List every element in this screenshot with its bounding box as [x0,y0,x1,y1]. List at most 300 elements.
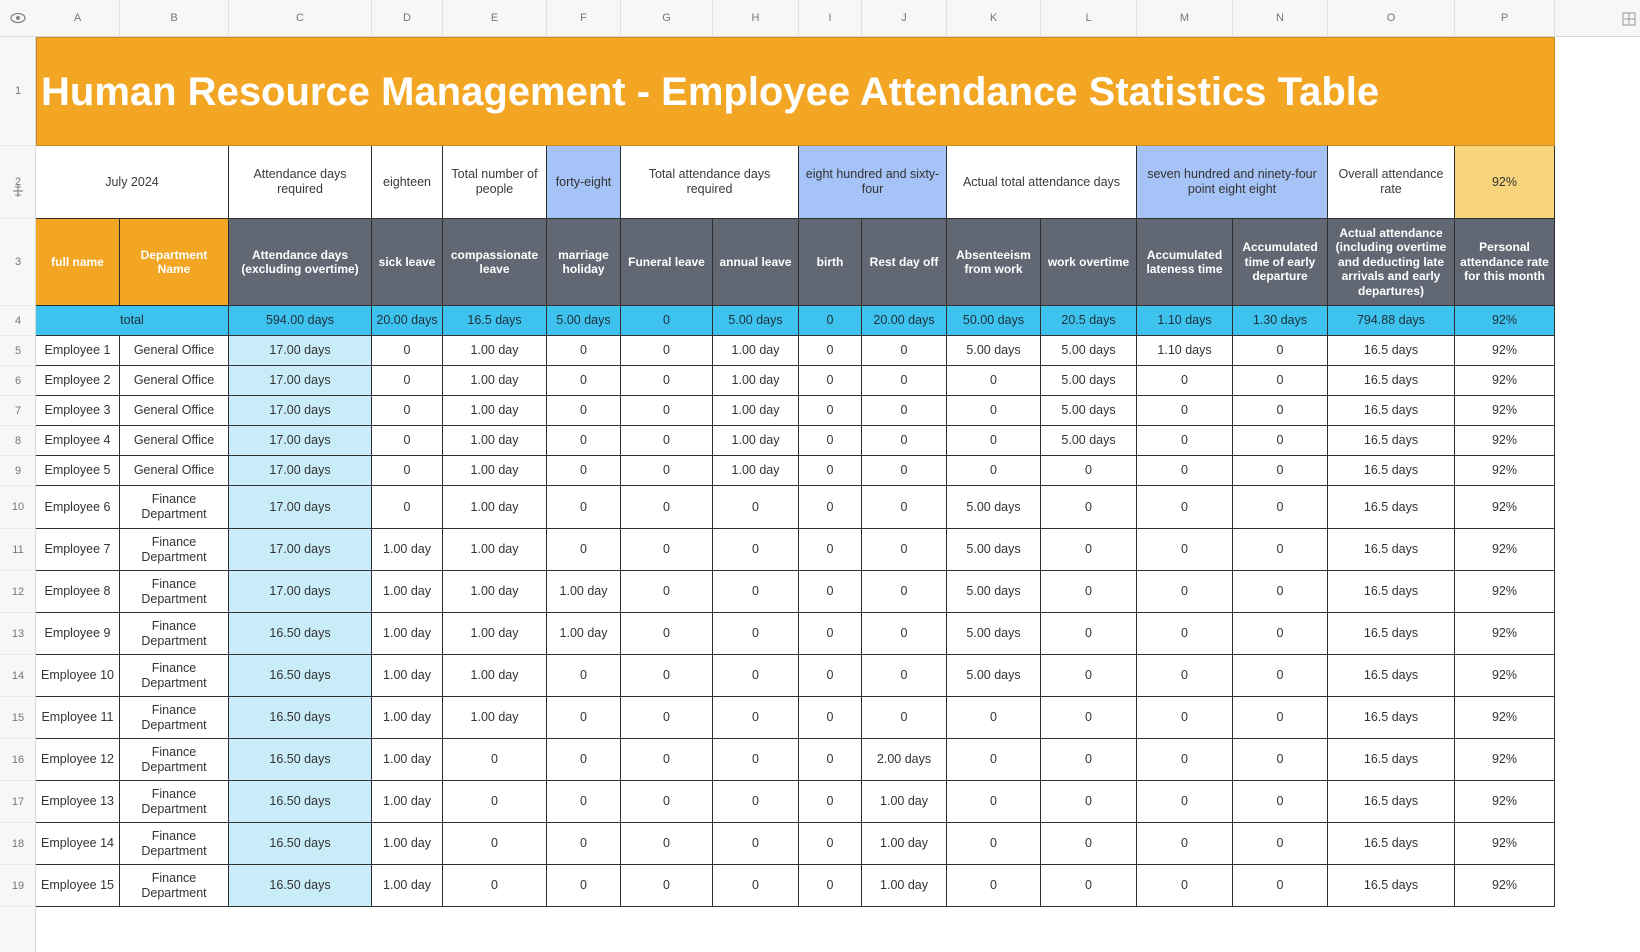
total-cell[interactable]: 1.30 days [1233,306,1328,336]
table-cell[interactable]: 0 [1137,697,1233,739]
table-cell[interactable]: 0 [799,396,862,426]
table-cell[interactable]: 0 [862,426,947,456]
table-cell[interactable]: 0 [947,366,1041,396]
table-cell[interactable]: 5.00 days [947,571,1041,613]
table-cell[interactable]: 0 [547,781,621,823]
table-cell[interactable]: Employee 5 [36,456,120,486]
table-cell[interactable]: 0 [1041,529,1137,571]
table-cell[interactable]: Employee 12 [36,739,120,781]
table-cell[interactable]: 0 [799,426,862,456]
table-cell[interactable]: 16.50 days [229,697,372,739]
table-cell[interactable]: 0 [1137,426,1233,456]
table-cell[interactable]: General Office [120,456,229,486]
table-cell[interactable]: 0 [947,396,1041,426]
table-cell[interactable]: 0 [1137,865,1233,907]
table-cell[interactable]: 0 [947,739,1041,781]
table-cell[interactable]: Finance Department [120,613,229,655]
table-cell[interactable]: 0 [799,865,862,907]
table-cell[interactable]: 92% [1455,865,1555,907]
table-cell[interactable]: Employee 14 [36,823,120,865]
table-cell[interactable]: 1.00 day [443,396,547,426]
column-heading[interactable]: full name [36,219,120,306]
table-cell[interactable]: 92% [1455,336,1555,366]
table-cell[interactable]: 16.5 days [1328,396,1455,426]
table-cell[interactable]: 0 [713,529,799,571]
summary-total-people-label[interactable]: Total number of people [443,146,547,219]
table-cell[interactable]: 16.50 days [229,613,372,655]
column-heading[interactable]: Attendance days (excluding overtime) [229,219,372,306]
table-cell[interactable]: 1.00 day [372,529,443,571]
column-heading[interactable]: sick leave [372,219,443,306]
table-cell[interactable]: 16.50 days [229,865,372,907]
table-cell[interactable]: Employee 9 [36,613,120,655]
table-cell[interactable]: 0 [713,613,799,655]
table-cell[interactable]: 17.00 days [229,529,372,571]
table-cell[interactable]: 5.00 days [947,655,1041,697]
table-cell[interactable]: 5.00 days [947,486,1041,529]
table-cell[interactable]: Finance Department [120,486,229,529]
row-header-7[interactable]: 7 [0,396,36,426]
total-cell[interactable]: 5.00 days [713,306,799,336]
table-cell[interactable]: Finance Department [120,739,229,781]
table-cell[interactable]: 17.00 days [229,486,372,529]
table-cell[interactable]: 1.00 day [372,697,443,739]
total-cell[interactable]: 0 [621,306,713,336]
table-cell[interactable]: 16.5 days [1328,426,1455,456]
table-cell[interactable]: General Office [120,366,229,396]
table-cell[interactable]: 0 [372,426,443,456]
table-cell[interactable]: 0 [1233,366,1328,396]
table-cell[interactable]: 0 [372,396,443,426]
table-cell[interactable]: 1.00 day [862,823,947,865]
table-cell[interactable]: 0 [1137,486,1233,529]
row-header-2[interactable]: 2 [0,146,36,219]
table-cell[interactable]: 1.00 day [443,529,547,571]
table-cell[interactable]: 0 [443,865,547,907]
table-cell[interactable]: 92% [1455,486,1555,529]
table-cell[interactable]: 5.00 days [1041,366,1137,396]
table-cell[interactable]: 0 [372,456,443,486]
table-cell[interactable]: 92% [1455,571,1555,613]
table-cell[interactable]: 0 [1137,456,1233,486]
table-cell[interactable]: 16.5 days [1328,486,1455,529]
table-cell[interactable]: 0 [713,571,799,613]
table-cell[interactable]: 0 [713,486,799,529]
table-cell[interactable]: Finance Department [120,655,229,697]
table-cell[interactable]: 92% [1455,739,1555,781]
column-heading[interactable]: Accumulated time of early departure [1233,219,1328,306]
table-cell[interactable]: 0 [947,697,1041,739]
column-heading[interactable]: Department Name [120,219,229,306]
row-header-1[interactable]: 1 [0,37,36,146]
freeze-pane-icon[interactable] [1622,12,1636,26]
row-header-15[interactable]: 15 [0,697,36,739]
table-cell[interactable]: 1.00 day [372,781,443,823]
total-cell[interactable]: 20.00 days [862,306,947,336]
table-cell[interactable]: 0 [372,366,443,396]
summary-days-required-value[interactable]: eighteen [372,146,443,219]
table-cell[interactable]: 16.5 days [1328,781,1455,823]
column-header-f[interactable]: F [547,0,621,37]
table-cell[interactable]: 0 [621,456,713,486]
total-cell[interactable]: 20.5 days [1041,306,1137,336]
column-header-c[interactable]: C [229,0,372,37]
table-cell[interactable]: 1.00 day [443,613,547,655]
table-cell[interactable]: 5.00 days [947,336,1041,366]
total-cell[interactable]: 1.10 days [1137,306,1233,336]
table-cell[interactable]: 92% [1455,366,1555,396]
table-cell[interactable]: General Office [120,426,229,456]
table-cell[interactable]: 16.5 days [1328,529,1455,571]
total-cell[interactable]: 92% [1455,306,1555,336]
row-header-18[interactable]: 18 [0,823,36,865]
column-heading[interactable]: work overtime [1041,219,1137,306]
table-cell[interactable]: 0 [799,366,862,396]
table-cell[interactable]: 0 [1137,823,1233,865]
table-cell[interactable]: 16.5 days [1328,571,1455,613]
table-cell[interactable]: 1.00 day [372,865,443,907]
table-cell[interactable]: 1.00 day [443,486,547,529]
table-cell[interactable]: 0 [713,697,799,739]
table-cell[interactable]: 0 [862,613,947,655]
table-cell[interactable]: 17.00 days [229,396,372,426]
table-cell[interactable]: 16.5 days [1328,456,1455,486]
total-cell[interactable]: 16.5 days [443,306,547,336]
column-header-o[interactable]: O [1328,0,1455,37]
table-cell[interactable]: 92% [1455,781,1555,823]
table-cell[interactable]: 92% [1455,655,1555,697]
column-header-l[interactable]: L [1041,0,1137,37]
table-cell[interactable]: 0 [862,456,947,486]
table-cell[interactable]: 0 [443,823,547,865]
summary-month[interactable]: July 2024 [36,146,229,219]
table-cell[interactable]: 0 [547,336,621,366]
table-cell[interactable]: 0 [621,426,713,456]
table-cell[interactable]: 0 [621,396,713,426]
table-cell[interactable]: Finance Department [120,571,229,613]
summary-actual-total-label[interactable]: Actual total attendance days [947,146,1137,219]
table-cell[interactable]: 1.00 day [713,396,799,426]
table-cell[interactable]: Employee 4 [36,426,120,456]
table-cell[interactable]: 1.00 day [443,366,547,396]
table-cell[interactable]: 1.00 day [443,571,547,613]
table-cell[interactable]: 17.00 days [229,456,372,486]
table-cell[interactable]: 1.00 day [443,456,547,486]
table-cell[interactable]: 0 [621,739,713,781]
table-cell[interactable]: 0 [1233,739,1328,781]
table-cell[interactable]: 1.00 day [713,336,799,366]
table-cell[interactable]: 0 [443,739,547,781]
table-cell[interactable]: 16.5 days [1328,613,1455,655]
table-cell[interactable]: 1.00 day [372,823,443,865]
summary-overall-rate-value[interactable]: 92% [1455,146,1555,219]
table-cell[interactable]: 0 [799,823,862,865]
row-header-9[interactable]: 9 [0,456,36,486]
table-cell[interactable]: 0 [1137,739,1233,781]
table-cell[interactable]: Employee 15 [36,865,120,907]
table-cell[interactable]: 0 [621,697,713,739]
table-cell[interactable]: 0 [799,571,862,613]
table-cell[interactable]: 1.00 day [443,697,547,739]
row-header-3[interactable]: 3 [0,219,36,306]
table-cell[interactable]: 16.50 days [229,781,372,823]
table-cell[interactable]: 0 [799,739,862,781]
table-cell[interactable]: 1.00 day [862,781,947,823]
table-cell[interactable]: 0 [547,739,621,781]
row-header-12[interactable]: 12 [0,571,36,613]
table-cell[interactable]: 0 [862,336,947,366]
column-header-b[interactable]: B [120,0,229,37]
table-cell[interactable]: 0 [799,336,862,366]
table-cell[interactable]: 1.00 day [372,655,443,697]
table-cell[interactable]: Employee 13 [36,781,120,823]
column-heading[interactable]: Actual attendance (including overtime and deducting late arrivals and early departures) [1328,219,1455,306]
table-cell[interactable]: 0 [547,486,621,529]
summary-total-required-value[interactable]: eight hundred and sixty-four [799,146,947,219]
table-cell[interactable]: 0 [621,571,713,613]
table-cell[interactable]: 92% [1455,529,1555,571]
row-header-14[interactable]: 14 [0,655,36,697]
table-cell[interactable]: 5.00 days [1041,396,1137,426]
table-cell[interactable]: 0 [621,865,713,907]
table-cell[interactable]: 0 [1233,655,1328,697]
table-cell[interactable]: 0 [621,823,713,865]
table-cell[interactable]: 0 [1041,781,1137,823]
table-cell[interactable]: 0 [1137,781,1233,823]
table-cell[interactable]: 0 [1137,655,1233,697]
table-cell[interactable]: 0 [1137,396,1233,426]
table-cell[interactable]: Finance Department [120,823,229,865]
table-cell[interactable]: 0 [713,823,799,865]
table-cell[interactable]: 16.5 days [1328,865,1455,907]
table-cell[interactable]: 16.5 days [1328,823,1455,865]
table-cell[interactable]: 1.00 day [372,613,443,655]
column-header-i[interactable]: I [799,0,862,37]
table-cell[interactable]: 0 [1041,739,1137,781]
table-cell[interactable]: 0 [947,456,1041,486]
table-cell[interactable]: 0 [443,781,547,823]
table-cell[interactable]: 92% [1455,396,1555,426]
table-cell[interactable]: Employee 7 [36,529,120,571]
table-cell[interactable]: Employee 1 [36,336,120,366]
table-cell[interactable]: 0 [1233,571,1328,613]
table-cell[interactable]: Finance Department [120,781,229,823]
column-heading[interactable]: compassionate leave [443,219,547,306]
total-cell[interactable]: 594.00 days [229,306,372,336]
table-cell[interactable]: 0 [799,655,862,697]
table-cell[interactable]: 0 [547,823,621,865]
table-cell[interactable]: 0 [713,739,799,781]
table-cell[interactable]: 16.5 days [1328,697,1455,739]
table-cell[interactable]: 0 [621,336,713,366]
table-cell[interactable]: 0 [621,486,713,529]
table-cell[interactable]: 92% [1455,823,1555,865]
table-cell[interactable]: 0 [1041,823,1137,865]
table-cell[interactable]: 0 [1233,396,1328,426]
table-cell[interactable]: 0 [1137,613,1233,655]
table-cell[interactable]: 2.00 days [862,739,947,781]
table-cell[interactable]: 0 [1233,697,1328,739]
column-heading[interactable]: Absenteeism from work [947,219,1041,306]
table-cell[interactable]: Employee 11 [36,697,120,739]
column-header-p[interactable]: P [1455,0,1555,37]
sheet-title[interactable]: Human Resource Management - Employee Attendance Statistics Table [36,37,1555,146]
eye-icon[interactable] [10,12,26,24]
table-cell[interactable]: General Office [120,396,229,426]
table-cell[interactable]: 0 [372,336,443,366]
row-header-13[interactable]: 13 [0,613,36,655]
column-header-d[interactable]: D [372,0,443,37]
table-cell[interactable]: 0 [1233,823,1328,865]
summary-total-people-value[interactable]: forty-eight [547,146,621,219]
table-cell[interactable]: 0 [862,396,947,426]
table-cell[interactable]: 0 [547,697,621,739]
table-cell[interactable]: 92% [1455,426,1555,456]
table-cell[interactable]: 0 [1137,529,1233,571]
table-cell[interactable]: 0 [621,781,713,823]
total-cell[interactable]: 0 [799,306,862,336]
table-cell[interactable]: 0 [547,529,621,571]
table-cell[interactable]: 1.00 day [713,426,799,456]
table-cell[interactable]: 0 [862,486,947,529]
column-header-k[interactable]: K [947,0,1041,37]
table-cell[interactable]: 1.00 day [547,571,621,613]
column-heading[interactable]: Rest day off [862,219,947,306]
table-cell[interactable]: 0 [713,655,799,697]
table-cell[interactable]: 92% [1455,697,1555,739]
table-cell[interactable]: 0 [1041,486,1137,529]
column-header-a[interactable]: A [36,0,120,37]
table-cell[interactable]: 1.00 day [443,336,547,366]
table-cell[interactable]: 0 [862,366,947,396]
table-cell[interactable]: 0 [621,529,713,571]
table-cell[interactable]: General Office [120,336,229,366]
table-cell[interactable]: 17.00 days [229,366,372,396]
table-cell[interactable]: 1.00 day [547,613,621,655]
table-cell[interactable]: 16.50 days [229,739,372,781]
table-cell[interactable]: 0 [1137,571,1233,613]
table-cell[interactable]: 0 [947,865,1041,907]
table-cell[interactable]: 92% [1455,613,1555,655]
table-cell[interactable]: 16.50 days [229,823,372,865]
table-cell[interactable]: 0 [1041,865,1137,907]
column-heading[interactable]: Funeral leave [621,219,713,306]
table-cell[interactable]: 0 [1233,456,1328,486]
row-header-16[interactable]: 16 [0,739,36,781]
column-header-g[interactable]: G [621,0,713,37]
table-cell[interactable]: 0 [862,571,947,613]
table-cell[interactable]: 0 [547,456,621,486]
summary-actual-total-value[interactable]: seven hundred and ninety-four point eight eight [1137,146,1328,219]
table-cell[interactable]: 0 [547,426,621,456]
row-header-11[interactable]: 11 [0,529,36,571]
table-cell[interactable]: 0 [1233,529,1328,571]
table-cell[interactable]: 0 [1233,613,1328,655]
table-cell[interactable]: Finance Department [120,529,229,571]
table-cell[interactable]: 0 [547,865,621,907]
table-cell[interactable]: 16.5 days [1328,739,1455,781]
column-heading[interactable]: annual leave [713,219,799,306]
table-cell[interactable]: 0 [947,426,1041,456]
table-cell[interactable]: 0 [799,697,862,739]
column-heading[interactable]: birth [799,219,862,306]
column-header-h[interactable]: H [713,0,799,37]
table-cell[interactable]: 1.00 day [862,865,947,907]
table-cell[interactable]: 0 [799,456,862,486]
row-header-19[interactable]: 19 [0,865,36,907]
table-cell[interactable]: Employee 2 [36,366,120,396]
table-cell[interactable]: 0 [1041,697,1137,739]
table-cell[interactable]: 0 [862,529,947,571]
total-cell[interactable]: 50.00 days [947,306,1041,336]
table-cell[interactable]: 0 [1233,865,1328,907]
table-cell[interactable]: 17.00 days [229,336,372,366]
column-header-j[interactable]: J [862,0,947,37]
table-cell[interactable]: 16.5 days [1328,366,1455,396]
table-cell[interactable]: 5.00 days [947,613,1041,655]
total-cell[interactable]: 5.00 days [547,306,621,336]
total-label[interactable]: total [36,306,229,336]
table-cell[interactable]: 0 [1233,781,1328,823]
table-cell[interactable]: 17.00 days [229,426,372,456]
row-header-10[interactable]: 10 [0,486,36,529]
table-cell[interactable]: 0 [1041,571,1137,613]
summary-overall-rate-label[interactable]: Overall attendance rate [1328,146,1455,219]
column-heading[interactable]: marriage holiday [547,219,621,306]
table-cell[interactable]: 1.00 day [713,366,799,396]
table-cell[interactable]: 1.00 day [713,456,799,486]
table-cell[interactable]: 0 [1137,366,1233,396]
table-cell[interactable]: 16.5 days [1328,655,1455,697]
row-header-5[interactable]: 5 [0,336,36,366]
table-cell[interactable]: 16.50 days [229,655,372,697]
row-header-4[interactable]: 4 [0,306,36,336]
row-header-17[interactable]: 17 [0,781,36,823]
table-cell[interactable]: 5.00 days [947,529,1041,571]
table-cell[interactable]: 0 [799,486,862,529]
table-cell[interactable]: 0 [621,613,713,655]
table-cell[interactable]: 0 [372,486,443,529]
table-cell[interactable]: 0 [547,366,621,396]
table-cell[interactable]: Employee 6 [36,486,120,529]
row-header-8[interactable]: 8 [0,426,36,456]
column-header-n[interactable]: N [1233,0,1328,37]
column-header-e[interactable]: E [443,0,547,37]
table-cell[interactable]: 0 [547,655,621,697]
table-cell[interactable]: 1.00 day [372,739,443,781]
table-cell[interactable]: 1.10 days [1137,336,1233,366]
table-cell[interactable]: Finance Department [120,865,229,907]
table-cell[interactable]: 0 [713,781,799,823]
table-cell[interactable]: 16.5 days [1328,336,1455,366]
column-heading[interactable]: Accumulated lateness time [1137,219,1233,306]
table-cell[interactable]: 0 [1041,655,1137,697]
summary-days-required-label[interactable]: Attendance days required [229,146,372,219]
table-cell[interactable]: 0 [547,396,621,426]
table-cell[interactable]: 0 [862,655,947,697]
table-cell[interactable]: 5.00 days [1041,336,1137,366]
table-cell[interactable]: 0 [799,529,862,571]
table-cell[interactable]: 0 [799,781,862,823]
table-cell[interactable]: 0 [621,366,713,396]
table-cell[interactable]: 0 [1233,486,1328,529]
table-cell[interactable]: Employee 10 [36,655,120,697]
table-cell[interactable]: 0 [713,865,799,907]
table-cell[interactable]: 0 [1041,456,1137,486]
table-cell[interactable]: 0 [1041,613,1137,655]
table-cell[interactable]: 0 [1233,426,1328,456]
table-cell[interactable]: 92% [1455,456,1555,486]
